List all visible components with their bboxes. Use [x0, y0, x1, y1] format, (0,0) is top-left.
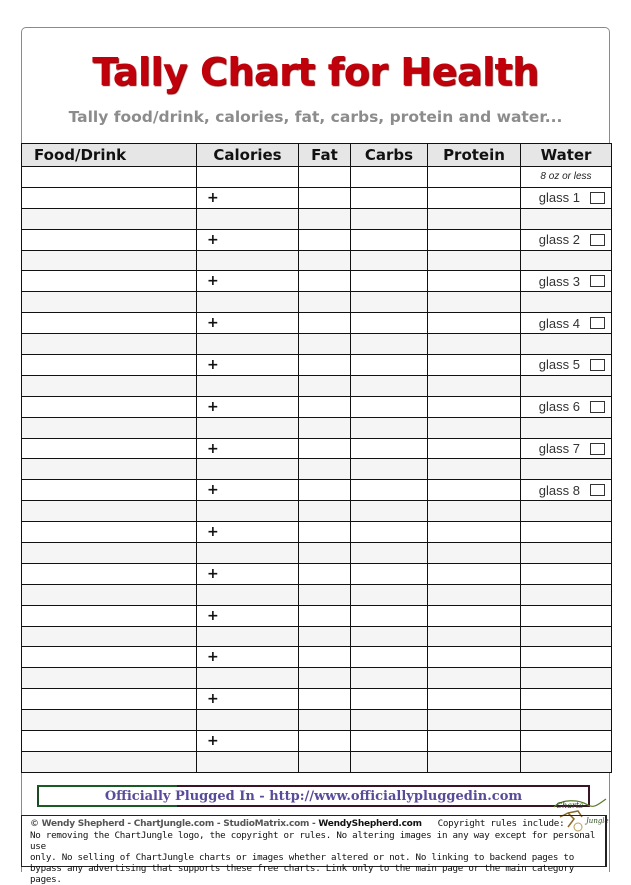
table-row: [22, 396, 612, 417]
protein-cell[interactable]: [428, 334, 521, 355]
food-drink-cell[interactable]: [22, 417, 197, 438]
water-cell[interactable]: [521, 187, 612, 208]
food-drink-cell[interactable]: [22, 438, 197, 459]
fat-cell[interactable]: [299, 626, 351, 647]
calories-cell[interactable]: [197, 689, 299, 710]
food-drink-cell[interactable]: [22, 626, 197, 647]
water-cell[interactable]: [521, 689, 612, 710]
water-glass-item[interactable]: [521, 232, 611, 247]
protein-cell[interactable]: [428, 208, 521, 229]
fat-cell[interactable]: [299, 313, 351, 334]
food-drink-cell[interactable]: [22, 459, 197, 480]
glass-label: glass 8: [538, 482, 580, 498]
water-cell[interactable]: [521, 355, 612, 376]
credit-separator: -: [309, 819, 319, 829]
food-drink-cell[interactable]: [22, 501, 197, 522]
calories-cell[interactable]: [197, 543, 299, 564]
table-row: [22, 355, 612, 376]
calories-cell[interactable]: [197, 480, 299, 501]
food-drink-cell[interactable]: [22, 167, 197, 188]
protein-cell[interactable]: [428, 229, 521, 250]
protein-cell[interactable]: [428, 271, 521, 292]
banner-link-text[interactable]: Officially Plugged In - http://www.officiallypluggedin.com: [104, 789, 523, 804]
glass-checkbox[interactable]: [590, 359, 605, 371]
fat-cell[interactable]: [299, 668, 351, 689]
table-row: [22, 501, 612, 522]
protein-cell[interactable]: [428, 480, 521, 501]
column-header-protein: Protein: [428, 144, 521, 167]
carbs-cell[interactable]: [351, 438, 428, 459]
carbs-cell[interactable]: [351, 647, 428, 668]
table-row-note: [22, 167, 612, 188]
protein-cell[interactable]: [428, 522, 521, 543]
fat-cell[interactable]: [299, 522, 351, 543]
fat-cell[interactable]: [299, 563, 351, 584]
protein-cell[interactable]: [428, 167, 521, 188]
column-header-fat: Fat: [299, 144, 351, 167]
table-row: [22, 522, 612, 543]
calories-cell[interactable]: [197, 438, 299, 459]
water-cell[interactable]: [521, 751, 612, 772]
glass-checkbox[interactable]: [590, 234, 605, 246]
food-drink-cell[interactable]: [22, 355, 197, 376]
fat-cell[interactable]: [299, 229, 351, 250]
wendyshepherd-link[interactable]: WendyShepherd.com: [318, 819, 422, 829]
plus-icon: +: [207, 231, 219, 248]
plus-icon: +: [207, 273, 219, 290]
carbs-cell[interactable]: [351, 501, 428, 522]
water-glass-item[interactable]: [521, 483, 611, 498]
plus-icon: +: [207, 440, 219, 457]
carbs-cell[interactable]: [351, 396, 428, 417]
protein-cell[interactable]: [428, 355, 521, 376]
fat-cell[interactable]: [299, 438, 351, 459]
column-header-calories: Calories: [197, 144, 299, 167]
food-drink-cell[interactable]: [22, 731, 197, 752]
food-drink-cell[interactable]: [22, 751, 197, 772]
column-header-carbs: Carbs: [351, 144, 428, 167]
chartjungle-link[interactable]: ChartJungle.com: [133, 819, 214, 829]
water-cell[interactable]: [521, 438, 612, 459]
credit-separator: -: [124, 819, 134, 829]
food-drink-cell[interactable]: [22, 668, 197, 689]
table-row: [22, 584, 612, 605]
protein-cell[interactable]: [428, 710, 521, 731]
water-cell[interactable]: [521, 626, 612, 647]
plus-icon: +: [207, 398, 219, 415]
food-drink-cell[interactable]: [22, 313, 197, 334]
fat-cell[interactable]: [299, 480, 351, 501]
glass-checkbox[interactable]: [590, 192, 605, 204]
carbs-cell[interactable]: [351, 375, 428, 396]
carbs-cell[interactable]: [351, 355, 428, 376]
protein-cell[interactable]: [428, 626, 521, 647]
carbs-cell[interactable]: [351, 187, 428, 208]
water-cell[interactable]: [521, 334, 612, 355]
calories-cell[interactable]: [197, 292, 299, 313]
plus-icon: +: [207, 315, 219, 332]
calories-cell[interactable]: [197, 563, 299, 584]
water-cell[interactable]: [521, 396, 612, 417]
water-cell[interactable]: [521, 229, 612, 250]
calories-cell[interactable]: [197, 250, 299, 271]
table-row: [22, 563, 612, 584]
fat-cell[interactable]: [299, 187, 351, 208]
protein-cell[interactable]: [428, 543, 521, 564]
plus-icon: +: [207, 732, 219, 749]
copyright-owner: © Wendy Shepherd: [30, 819, 125, 829]
water-cell[interactable]: [521, 417, 612, 438]
table-row: [22, 668, 612, 689]
water-glass-item[interactable]: [521, 190, 611, 205]
fat-cell[interactable]: [299, 710, 351, 731]
food-drink-cell[interactable]: [22, 396, 197, 417]
table-row: [22, 334, 612, 355]
calories-cell[interactable]: [197, 187, 299, 208]
carbs-cell[interactable]: [351, 334, 428, 355]
food-drink-cell[interactable]: [22, 584, 197, 605]
protein-cell[interactable]: [428, 187, 521, 208]
food-drink-cell[interactable]: [22, 208, 197, 229]
carbs-cell[interactable]: [351, 417, 428, 438]
food-drink-cell[interactable]: [22, 689, 197, 710]
table-row: [22, 543, 612, 564]
carbs-cell[interactable]: [351, 731, 428, 752]
fat-cell[interactable]: [299, 459, 351, 480]
carbs-cell[interactable]: [351, 668, 428, 689]
carbs-cell[interactable]: [351, 689, 428, 710]
carbs-cell[interactable]: [351, 710, 428, 731]
calories-cell[interactable]: [197, 229, 299, 250]
food-drink-cell[interactable]: [22, 647, 197, 668]
rules-intro: Copyright rules include:: [437, 818, 565, 829]
water-glass-item[interactable]: [521, 399, 611, 414]
officially-plugged-in-banner[interactable]: [37, 785, 590, 807]
table-row: [22, 229, 612, 250]
table-row: [22, 731, 612, 752]
glass-checkbox[interactable]: [590, 275, 605, 287]
calories-cell[interactable]: [197, 355, 299, 376]
carbs-cell[interactable]: [351, 313, 428, 334]
food-drink-cell[interactable]: [22, 292, 197, 313]
fat-cell[interactable]: [299, 647, 351, 668]
carbs-cell[interactable]: [351, 543, 428, 564]
table-row: [22, 292, 612, 313]
rules-line-2: only. No selling of ChartJungle charts or images whether altered or not. No linking to backend pages to: [30, 852, 574, 863]
studiomatrix-link[interactable]: StudioMatrix.com: [223, 819, 310, 829]
table-row: [22, 271, 612, 292]
calories-cell[interactable]: [197, 208, 299, 229]
table-row: [22, 187, 612, 208]
water-cell[interactable]: [521, 543, 612, 564]
water-cell[interactable]: [521, 313, 612, 334]
fat-cell[interactable]: [299, 334, 351, 355]
carbs-cell[interactable]: [351, 563, 428, 584]
column-header-food-drink: Food/Drink: [22, 144, 197, 167]
page-title: Tally Chart for Health: [92, 50, 539, 94]
glass-label: glass 6: [538, 399, 580, 415]
protein-cell[interactable]: [428, 605, 521, 626]
table-row: [22, 689, 612, 710]
table-row: [22, 417, 612, 438]
glass-checkbox[interactable]: [590, 317, 605, 329]
tally-table: [21, 143, 612, 773]
protein-cell[interactable]: [428, 668, 521, 689]
fat-cell[interactable]: [299, 751, 351, 772]
calories-cell[interactable]: [197, 731, 299, 752]
carbs-cell[interactable]: [351, 605, 428, 626]
calories-cell[interactable]: [197, 417, 299, 438]
glass-label: glass 7: [538, 441, 580, 457]
plus-icon: +: [207, 607, 219, 624]
water-cell[interactable]: [521, 208, 612, 229]
calories-cell[interactable]: [197, 668, 299, 689]
table-row: [22, 459, 612, 480]
copyright-footer: [21, 815, 607, 885]
food-drink-cell[interactable]: [22, 375, 197, 396]
fat-cell[interactable]: [299, 250, 351, 271]
carbs-cell[interactable]: [351, 229, 428, 250]
water-cell[interactable]: [521, 668, 612, 689]
calories-cell[interactable]: [197, 647, 299, 668]
glass-label: glass 1: [538, 190, 580, 206]
protein-cell[interactable]: [428, 250, 521, 271]
fat-cell[interactable]: [299, 208, 351, 229]
plus-icon: +: [207, 189, 219, 206]
water-cell[interactable]: [521, 647, 612, 668]
protein-cell[interactable]: [428, 501, 521, 522]
water-cell[interactable]: [521, 271, 612, 292]
protein-cell[interactable]: [428, 459, 521, 480]
fat-cell[interactable]: [299, 355, 351, 376]
plus-icon: +: [207, 482, 219, 499]
water-glass-item[interactable]: [521, 274, 611, 289]
carbs-cell[interactable]: [351, 626, 428, 647]
column-header-water: Water: [521, 144, 612, 167]
calories-cell[interactable]: [197, 313, 299, 334]
protein-cell[interactable]: [428, 689, 521, 710]
table-header-row: [22, 144, 612, 167]
glass-label: glass 3: [538, 273, 580, 289]
table-row: [22, 647, 612, 668]
calories-cell[interactable]: [197, 375, 299, 396]
calories-cell[interactable]: [197, 459, 299, 480]
fat-cell[interactable]: [299, 584, 351, 605]
food-drink-cell[interactable]: [22, 605, 197, 626]
fat-cell[interactable]: [299, 167, 351, 188]
calories-cell[interactable]: [197, 522, 299, 543]
plus-icon: +: [207, 565, 219, 582]
fat-cell[interactable]: [299, 689, 351, 710]
water-cell[interactable]: [521, 563, 612, 584]
fat-cell[interactable]: [299, 543, 351, 564]
carbs-cell[interactable]: [351, 522, 428, 543]
water-cell[interactable]: [521, 480, 612, 501]
water-cell[interactable]: [521, 584, 612, 605]
table-row: [22, 605, 612, 626]
glass-checkbox[interactable]: [590, 401, 605, 413]
credit-line: [30, 818, 601, 830]
calories-cell[interactable]: [197, 626, 299, 647]
table-row: [22, 438, 612, 459]
water-cell[interactable]: [521, 375, 612, 396]
calories-cell[interactable]: [197, 710, 299, 731]
rules-line-1: No removing the ChartJungle logo, the copyright or rules. No altering images in any way except for personal use: [30, 830, 596, 852]
water-cell[interactable]: [521, 710, 612, 731]
table-row: [22, 250, 612, 271]
carbs-cell[interactable]: [351, 292, 428, 313]
food-drink-cell[interactable]: [22, 480, 197, 501]
protein-cell[interactable]: [428, 647, 521, 668]
carbs-cell[interactable]: [351, 584, 428, 605]
protein-cell[interactable]: [428, 417, 521, 438]
glass-label: glass 2: [538, 232, 580, 248]
water-cell[interactable]: [521, 501, 612, 522]
protein-cell[interactable]: [428, 438, 521, 459]
plus-icon: +: [207, 524, 219, 541]
table-row: [22, 313, 612, 334]
food-drink-cell[interactable]: [22, 250, 197, 271]
fat-cell[interactable]: [299, 271, 351, 292]
water-glass-item[interactable]: [521, 357, 611, 372]
protein-cell[interactable]: [428, 731, 521, 752]
protein-cell[interactable]: [428, 751, 521, 772]
water-cell[interactable]: [521, 459, 612, 480]
carbs-cell[interactable]: [351, 250, 428, 271]
logo-text-top: Charts: [556, 801, 584, 810]
calories-cell[interactable]: [197, 334, 299, 355]
food-drink-cell[interactable]: [22, 563, 197, 584]
calories-cell[interactable]: [197, 751, 299, 772]
food-drink-cell[interactable]: [22, 334, 197, 355]
food-drink-cell[interactable]: [22, 187, 197, 208]
plus-icon: +: [207, 691, 219, 708]
food-drink-cell[interactable]: [22, 229, 197, 250]
calories-cell[interactable]: [197, 501, 299, 522]
protein-cell[interactable]: [428, 396, 521, 417]
water-glass-item[interactable]: [521, 316, 611, 331]
calories-cell[interactable]: [197, 271, 299, 292]
calories-cell[interactable]: [197, 584, 299, 605]
fat-cell[interactable]: [299, 605, 351, 626]
carbs-cell[interactable]: [351, 271, 428, 292]
plus-icon: +: [207, 649, 219, 666]
fat-cell[interactable]: [299, 417, 351, 438]
glass-checkbox[interactable]: [590, 443, 605, 455]
water-cell[interactable]: [521, 292, 612, 313]
water-cell[interactable]: [521, 250, 612, 271]
table-row: [22, 208, 612, 229]
table-row: [22, 751, 612, 772]
protein-cell[interactable]: [428, 584, 521, 605]
fat-cell[interactable]: [299, 396, 351, 417]
glass-label: glass 4: [538, 315, 580, 331]
table-row: [22, 626, 612, 647]
protein-cell[interactable]: [428, 375, 521, 396]
fat-cell[interactable]: [299, 375, 351, 396]
water-note: 8 oz or less: [540, 171, 592, 183]
fat-cell[interactable]: [299, 501, 351, 522]
calories-cell[interactable]: [197, 605, 299, 626]
food-drink-cell[interactable]: [22, 710, 197, 731]
protein-cell[interactable]: [428, 292, 521, 313]
water-cell: [521, 167, 612, 188]
carbs-cell[interactable]: [351, 208, 428, 229]
protein-cell[interactable]: [428, 313, 521, 334]
table-row: [22, 375, 612, 396]
table-row: [22, 710, 612, 731]
fat-cell[interactable]: [299, 292, 351, 313]
water-cell[interactable]: [521, 731, 612, 752]
water-glass-item[interactable]: [521, 441, 611, 456]
carbs-cell[interactable]: [351, 167, 428, 188]
food-drink-cell[interactable]: [22, 543, 197, 564]
credit-separator: -: [213, 819, 224, 829]
glass-label: glass 5: [538, 357, 580, 373]
water-cell[interactable]: [521, 605, 612, 626]
logo-text-bottom: Jungle: [586, 817, 609, 825]
fat-cell[interactable]: [299, 731, 351, 752]
table-row: [22, 480, 612, 501]
rules-line-3: bypass any advertising that supports these free charts. Link only to the main page or the main category pages.: [30, 863, 574, 885]
page-subtitle: Tally food/drink, calories, fat, carbs, protein and water...: [68, 108, 563, 126]
glass-checkbox[interactable]: [590, 484, 605, 496]
plus-icon: +: [207, 356, 219, 373]
carbs-cell[interactable]: [351, 459, 428, 480]
water-cell[interactable]: [521, 522, 612, 543]
food-drink-cell[interactable]: [22, 522, 197, 543]
protein-cell[interactable]: [428, 563, 521, 584]
calories-cell[interactable]: [197, 167, 299, 188]
calories-cell[interactable]: [197, 396, 299, 417]
food-drink-cell[interactable]: [22, 271, 197, 292]
carbs-cell[interactable]: [351, 480, 428, 501]
carbs-cell[interactable]: [351, 751, 428, 772]
